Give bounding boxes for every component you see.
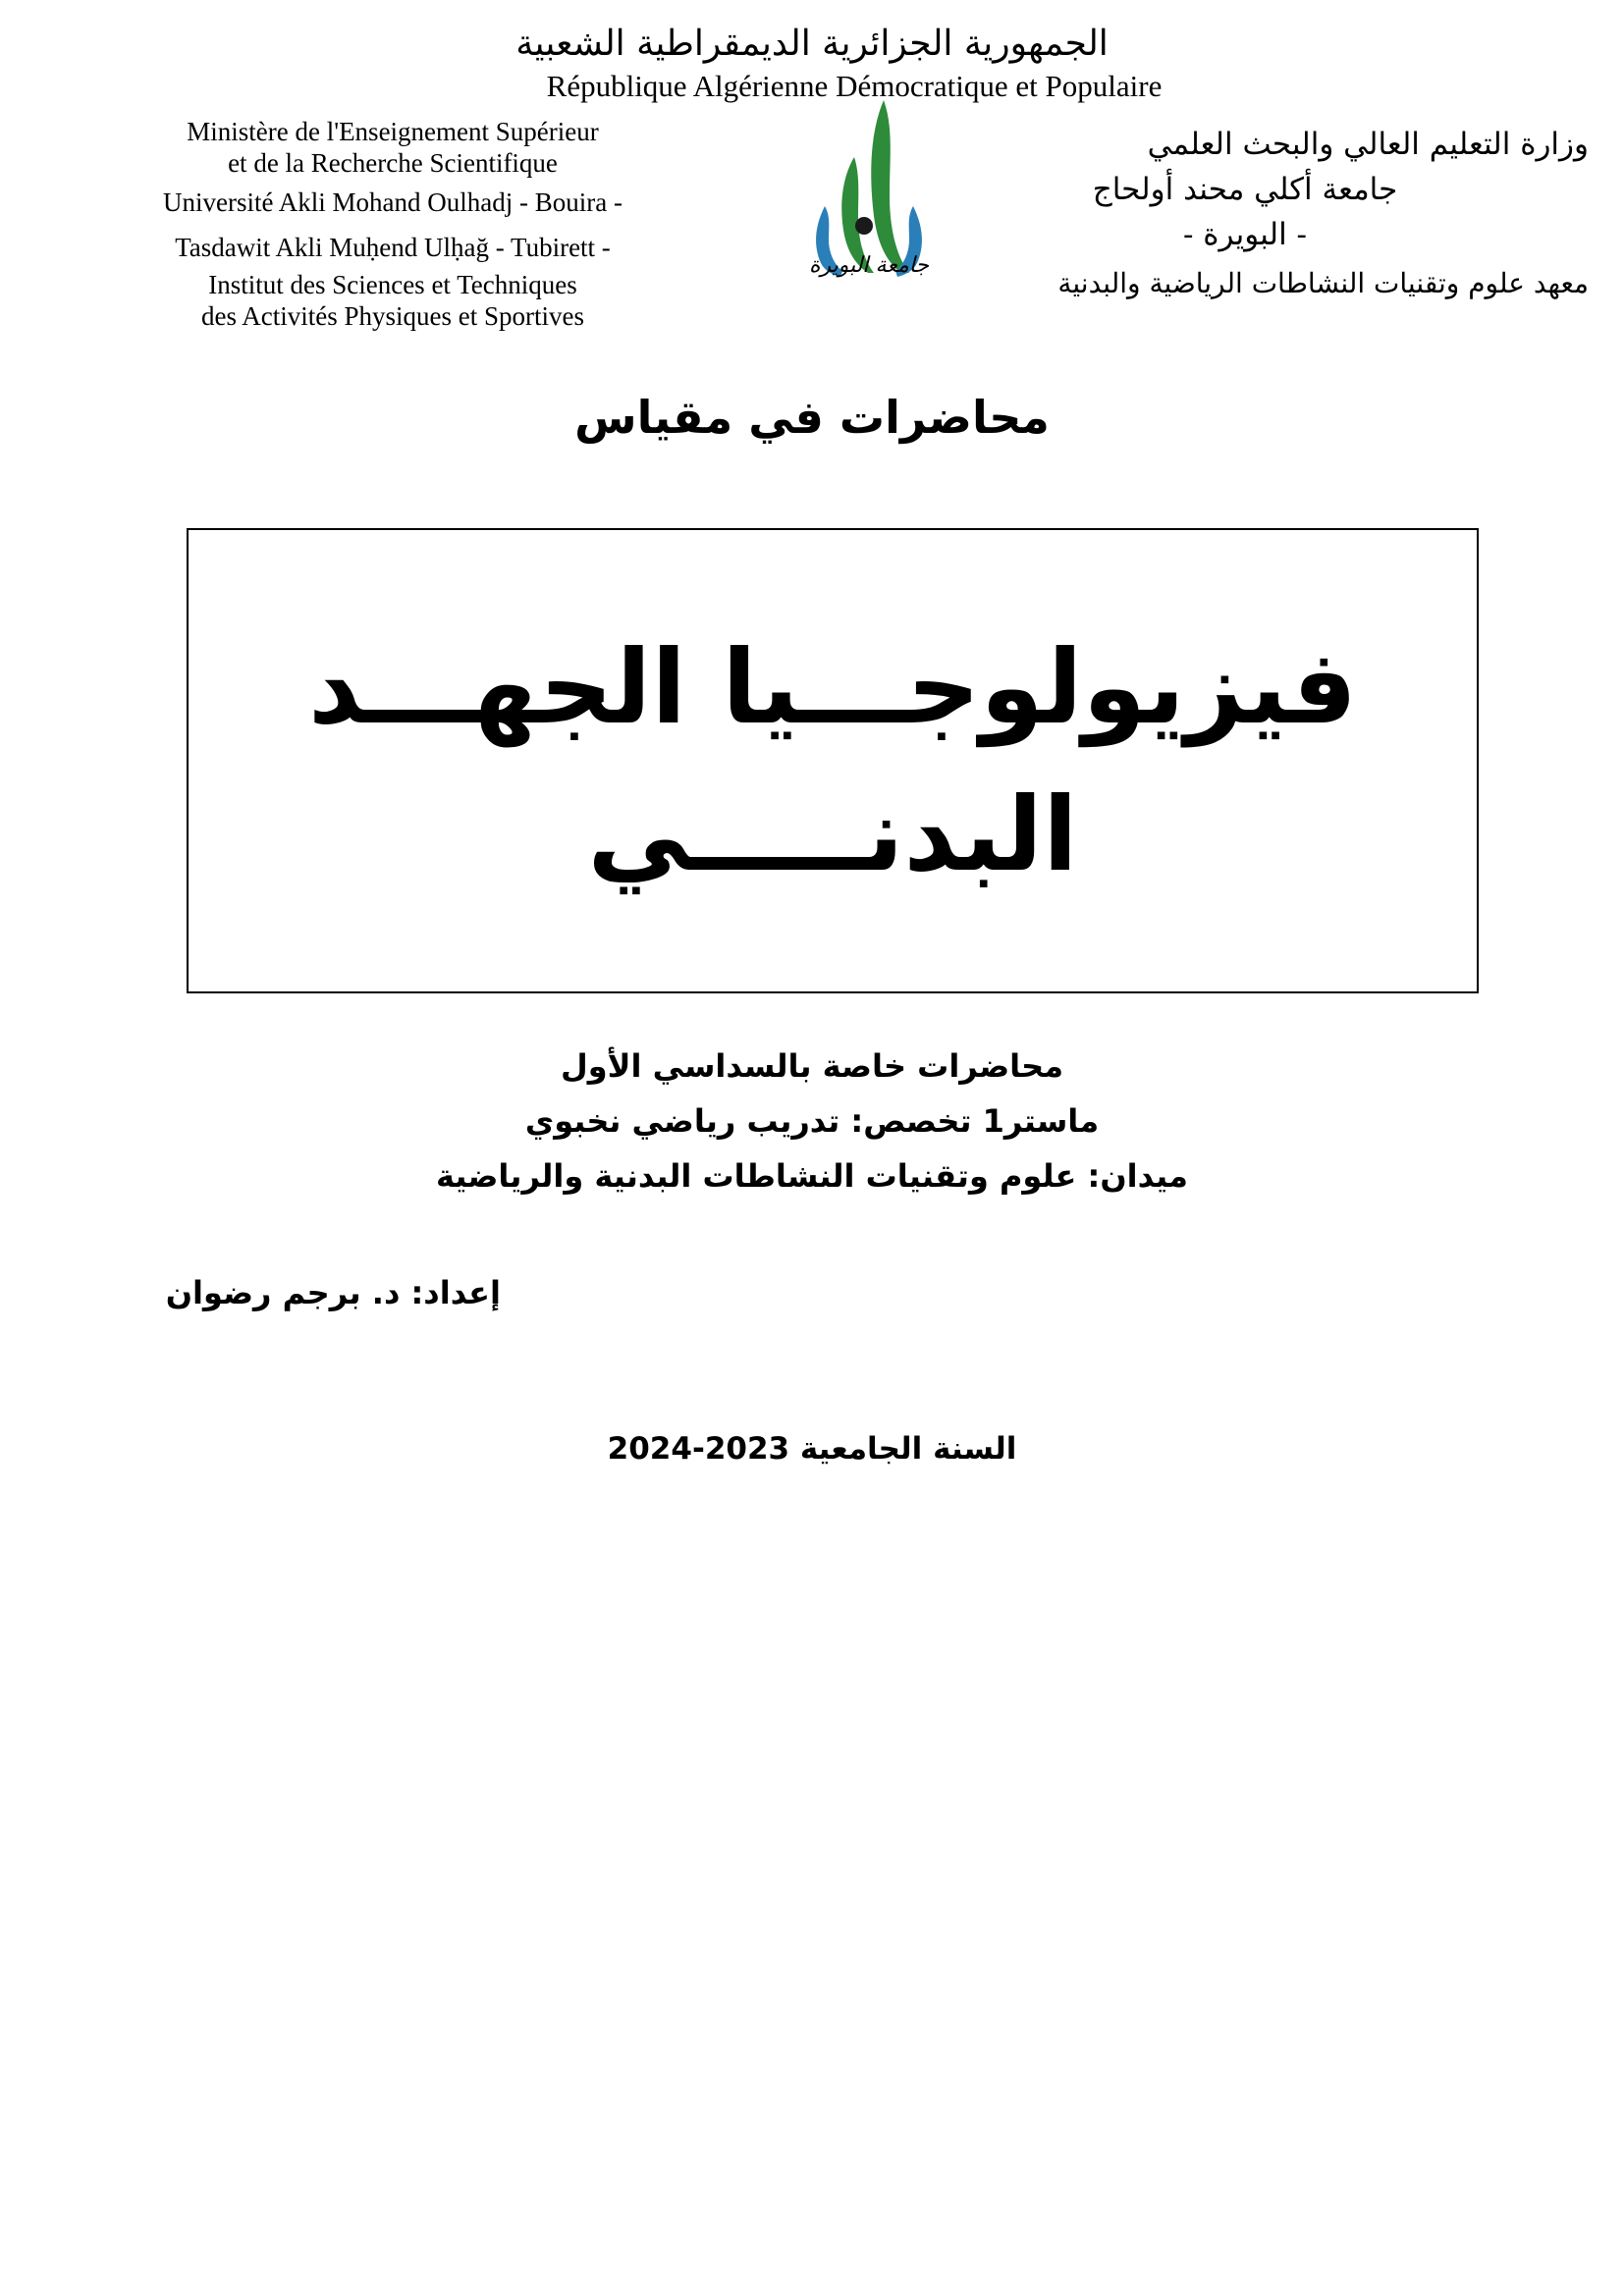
ministry-ar: وزارة التعليم العالي والبحث العلمي <box>1147 127 1589 162</box>
university-name-tz: Tasdawit Akli Muḥend Ulḥağ - Tubirett - <box>175 233 611 262</box>
university-name-fr: Université Akli Mohand Oulhadj - Bouira - <box>163 187 623 217</box>
university-name-ar: جامعة أكلي محند أولحاج <box>1092 172 1398 207</box>
header-left-block <box>98 116 687 332</box>
semester-line: محاضرات خاصة بالسداسي الأول <box>560 1047 1064 1085</box>
course-info <box>0 1039 1624 1203</box>
republic-title-arabic: الجمهورية الجزائرية الديمقراطية الشعبية <box>515 24 1109 64</box>
title-box <box>187 528 1479 993</box>
institute-ar: معهد علوم وتقنيات النشاطات الرياضية والبدنية <box>1057 267 1589 299</box>
logo-caption: جامعة البويرة <box>808 253 930 278</box>
institute-line-1: Institut des Sciences et Techniques <box>208 270 577 299</box>
academic-year: السنة الجامعية 2023-2024 <box>607 1431 1017 1467</box>
author-line: إعداد: د. برجم رضوان <box>165 1274 501 1311</box>
field-line: ميدان: علوم وتقنيات النشاطات البدنية والرياضية <box>436 1157 1188 1195</box>
specialty-line: ماستر1 تخصص: تدريب رياضي نخبوي <box>524 1102 1100 1140</box>
city-ar: - البويرة - <box>1182 217 1308 252</box>
header-right-block <box>901 122 1589 306</box>
lectures-label: محاضرات في مقياس <box>574 391 1050 444</box>
institute-line-2: des Activités Physiques et Sportives <box>201 301 584 331</box>
ministry-line-1: Ministère de l'Enseignement Supérieur <box>187 117 599 146</box>
title-line-1: فيزيولوجـــيا الجهـــد <box>307 627 1358 747</box>
ministry-line-2: et de la Recherche Scientifique <box>228 148 558 178</box>
title-line-2: البدنـــــي <box>587 774 1078 894</box>
republic-title-french: République Algérienne Démocratique et Populaire <box>546 69 1163 103</box>
